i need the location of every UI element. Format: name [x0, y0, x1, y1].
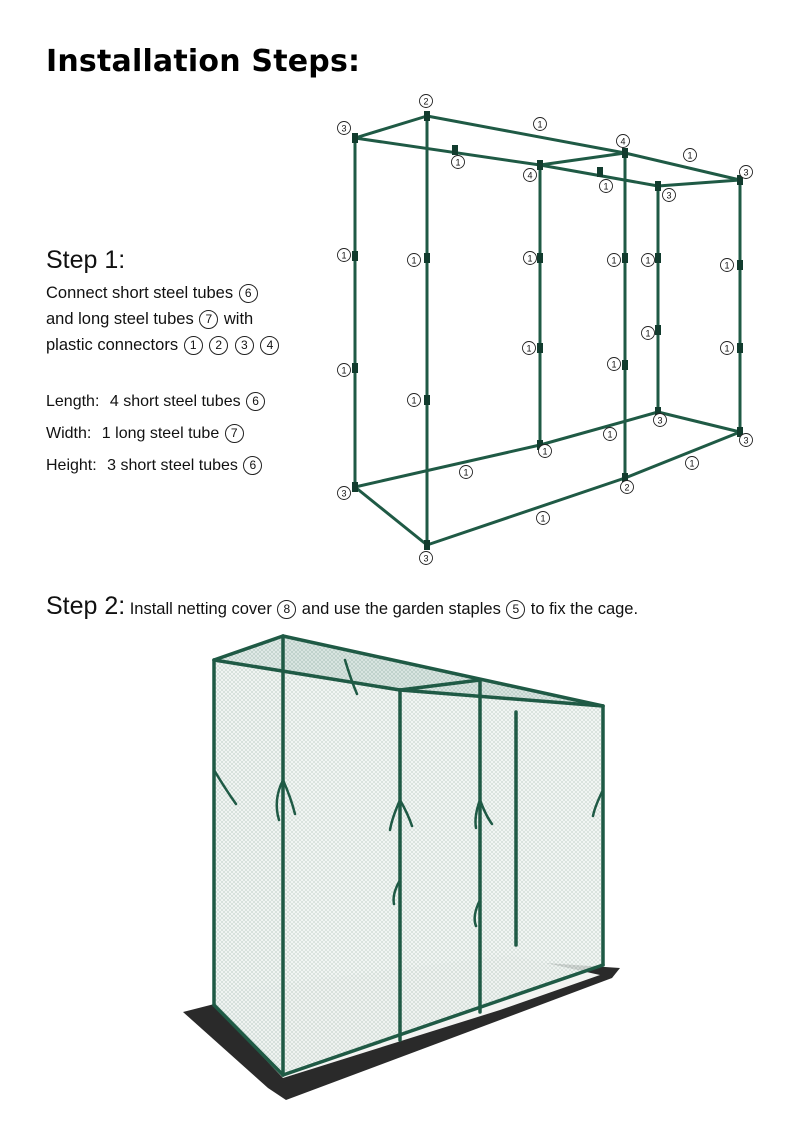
- step2-text-a: Install netting cover: [129, 600, 272, 618]
- part-number-badge: 4: [260, 336, 279, 355]
- spec-height-value: 3 short steel tubes: [107, 457, 238, 474]
- svg-text:1: 1: [540, 513, 546, 524]
- svg-text:4: 4: [527, 170, 533, 181]
- spec-height-label: Height:: [46, 457, 97, 474]
- svg-text:3: 3: [423, 553, 429, 564]
- svg-text:1: 1: [687, 150, 693, 161]
- svg-text:1: 1: [341, 365, 347, 376]
- part-number-badge: 3: [235, 336, 254, 355]
- svg-text:1: 1: [455, 157, 461, 168]
- part-number-badge: 6: [246, 392, 265, 411]
- svg-text:3: 3: [341, 488, 347, 499]
- svg-text:1: 1: [526, 343, 532, 354]
- step2-text-c: to fix the cage.: [530, 600, 639, 618]
- svg-text:1: 1: [645, 328, 651, 339]
- step1-line2-end: with: [223, 310, 254, 328]
- net-side-panel: [214, 636, 283, 1075]
- svg-text:1: 1: [411, 255, 417, 266]
- svg-text:1: 1: [603, 181, 609, 192]
- part-number-badge: 2: [209, 336, 228, 355]
- svg-text:1: 1: [463, 467, 469, 478]
- step1-line2-text: and long steel tubes: [46, 310, 194, 328]
- svg-text:3: 3: [341, 123, 347, 134]
- svg-text:3: 3: [743, 435, 749, 446]
- step1-heading: Step 1:: [46, 246, 126, 274]
- svg-text:3: 3: [657, 415, 663, 426]
- spec-length-value: 4 short steel tubes: [109, 393, 241, 410]
- svg-text:1: 1: [611, 255, 617, 266]
- part-number-badge: 7: [225, 424, 244, 443]
- step1-line3-text: plastic connectors: [46, 336, 179, 354]
- part-number-badge: 5: [506, 600, 525, 619]
- svg-text:3: 3: [666, 190, 672, 201]
- part-number-badge: 6: [239, 284, 258, 303]
- svg-text:1: 1: [341, 250, 347, 261]
- svg-text:1: 1: [611, 359, 617, 370]
- step2-heading: Step 2:: [46, 592, 126, 620]
- svg-text:1: 1: [724, 343, 730, 354]
- step2-text-b: and use the garden staples: [301, 600, 501, 618]
- svg-text:2: 2: [423, 96, 429, 107]
- svg-text:1: 1: [537, 119, 543, 130]
- svg-text:1: 1: [689, 458, 695, 469]
- svg-text:1: 1: [607, 429, 613, 440]
- svg-text:1: 1: [542, 446, 548, 457]
- svg-text:1: 1: [527, 253, 533, 264]
- page-title: Installation Steps:: [46, 44, 361, 79]
- part-number-badge: 1: [184, 336, 203, 355]
- svg-text:1: 1: [411, 395, 417, 406]
- svg-text:1: 1: [645, 255, 651, 266]
- svg-text:3: 3: [743, 167, 749, 178]
- svg-text:2: 2: [624, 482, 630, 493]
- spec-width-value: 1 long steel tube: [101, 425, 220, 442]
- step1-line1-text: Connect short steel tubes: [46, 284, 234, 302]
- spec-length-label: Length:: [46, 393, 100, 410]
- spec-width-label: Width:: [46, 425, 92, 442]
- part-number-badge: 8: [277, 600, 296, 619]
- part-number-badge: 7: [199, 310, 218, 329]
- svg-text:4: 4: [620, 136, 626, 147]
- part-number-badge: 6: [243, 456, 262, 475]
- svg-text:1: 1: [724, 260, 730, 271]
